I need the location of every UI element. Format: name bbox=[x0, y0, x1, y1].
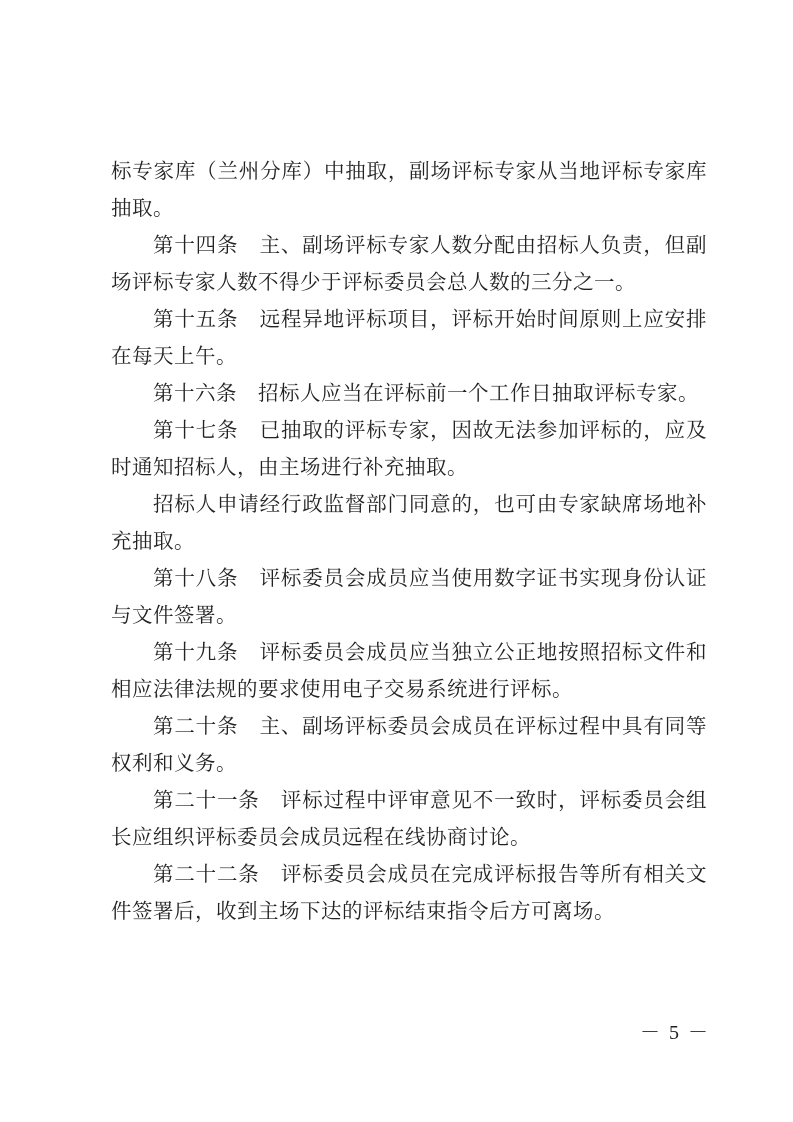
paragraph-continuation: 标专家库（兰州分库）中抽取，副场评标专家从当地评标专家库抽取。 bbox=[111, 159, 707, 220]
document-body bbox=[111, 153, 707, 930]
paragraph-article-20: 第二十条 主、副场评标委员会成员在评标过程中具有同等权利和义务。 bbox=[111, 714, 707, 775]
paragraph-article-14: 第十四条 主、副场评标专家人数分配由招标人负责，但副场评标专家人数不得少于评标委员会总人数的三分之一。 bbox=[111, 233, 707, 294]
paragraph-article-22: 第二十二条 评标委员会成员在完成评标报告等所有相关文件签署后，收到主场下达的评标结束指令后方可离场。 bbox=[111, 862, 707, 923]
page-number: － 5 － bbox=[640, 1022, 710, 1044]
paragraph-article-18: 第十八条 评标委员会成员应当使用数字证书实现身份认证与文件签署。 bbox=[111, 566, 707, 627]
paragraph-article-15: 第十五条 远程异地评标项目，评标开始时间原则上应安排在每天上午。 bbox=[111, 307, 707, 368]
paragraph-article-17-note: 招标人申请经行政监督部门同意的，也可由专家缺席场地补充抽取。 bbox=[111, 492, 707, 553]
paragraph-article-16: 第十六条 招标人应当在评标前一个工作日抽取评标专家。 bbox=[153, 381, 699, 405]
paragraph-article-19: 第十九条 评标委员会成员应当独立公正地按照招标文件和相应法律法规的要求使用电子交易系统进行评标。 bbox=[111, 640, 707, 701]
paragraph-article-17: 第十七条 已抽取的评标专家，因故无法参加评标的，应及时通知招标人，由主场进行补充抽取。 bbox=[111, 418, 707, 479]
paragraph-article-21: 第二十一条 评标过程中评审意见不一致时，评标委员会组长应组织评标委员会成员远程在线协商讨论。 bbox=[111, 788, 707, 849]
